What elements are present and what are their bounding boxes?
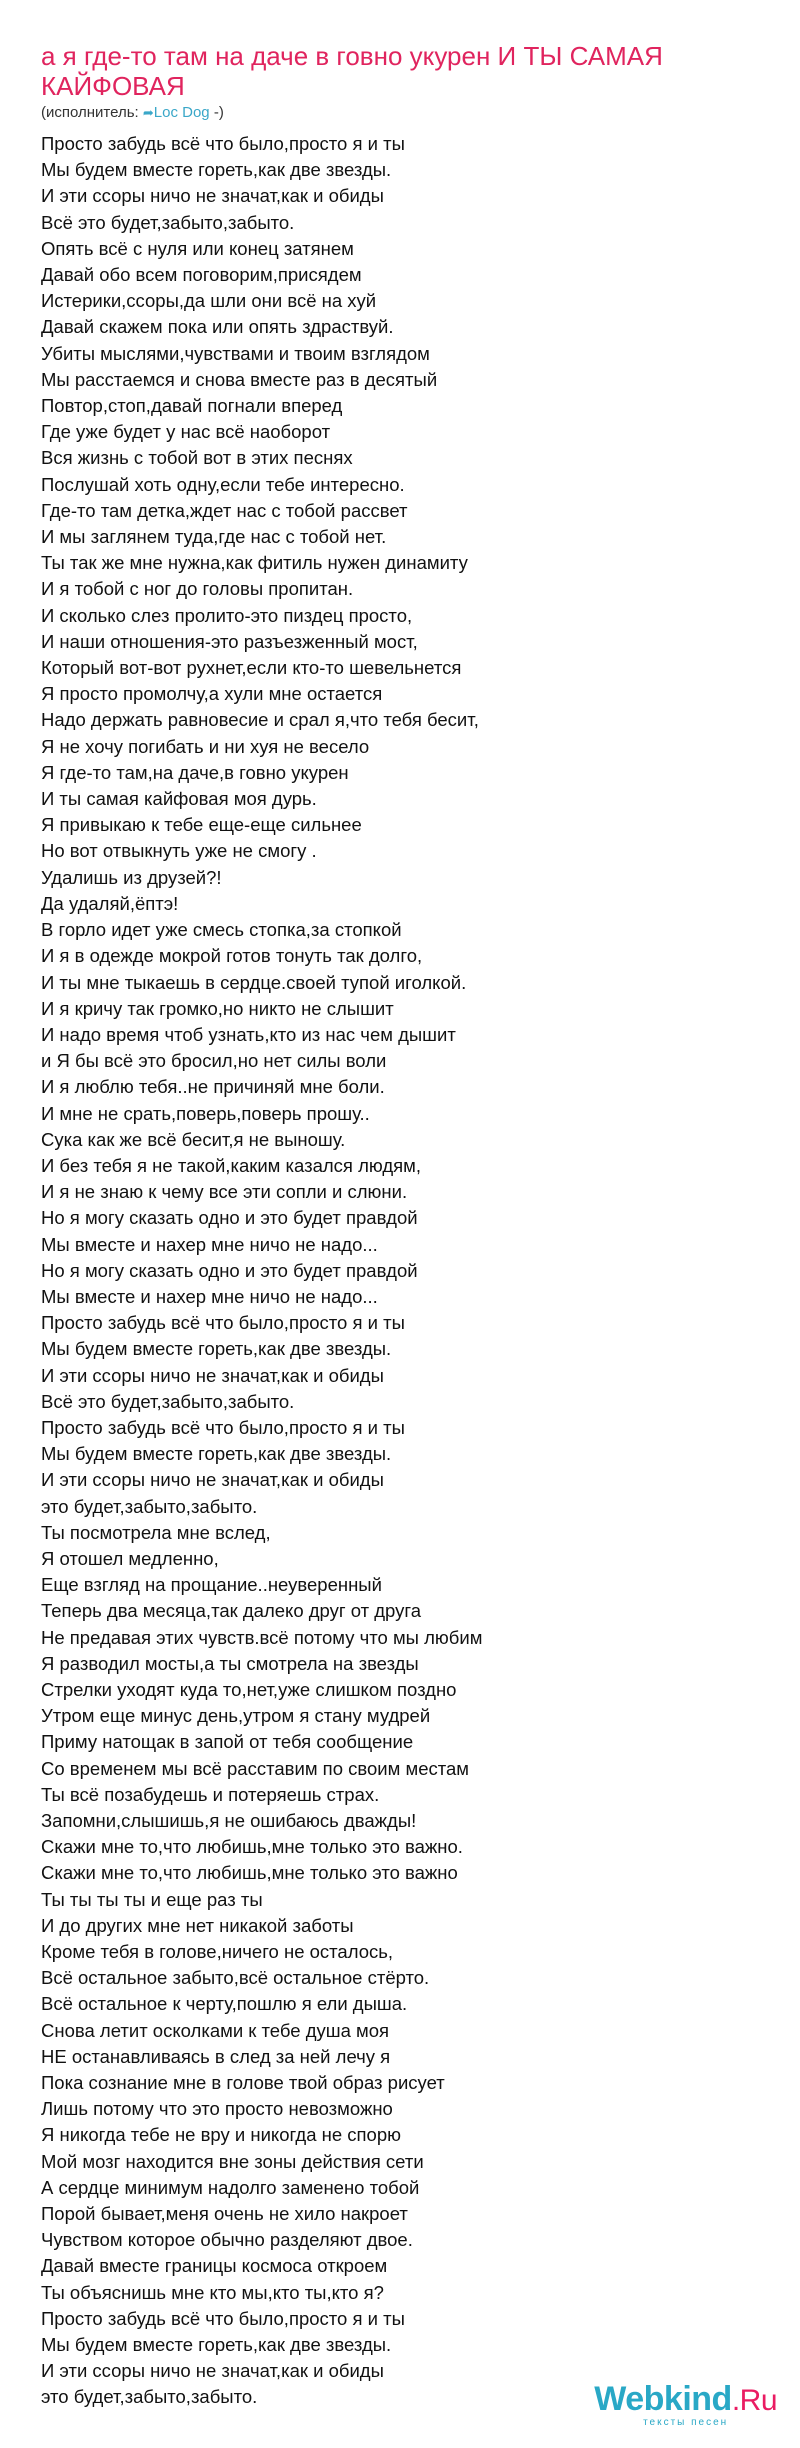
lyric-line: И я в одежде мокрой готов тонуть так долго,: [41, 945, 423, 967]
lyric-line: Сука как же всё бесит,я не выношу.: [41, 1128, 346, 1150]
byline-suffix: -): [209, 104, 224, 121]
lyric-line: Ты объяснишь мне кто мы,кто ты,кто я?: [41, 2281, 384, 2303]
lyric-line: Ты посмотрела мне вслед,: [41, 1521, 271, 1543]
lyric-line: Утром еще минус день,утром я стану мудрей: [41, 1705, 431, 1727]
webkind-logo[interactable]: [594, 2381, 777, 2428]
logo-tagline: тексты песен: [643, 2417, 729, 2428]
lyric-line: И мы заглянем туда,где нас с тобой нет.: [41, 526, 387, 548]
lyric-line: Но я могу сказать одно и это будет правдой: [41, 1259, 418, 1281]
lyric-line: Запомни,слышишь,я не ошибаюсь дважды!: [41, 1810, 417, 1831]
lyric-line: Убиты мыслями,чувствами и твоим взглядом: [41, 342, 430, 364]
lyric-line: Всё это будет,забыто,забыто.: [41, 211, 295, 233]
lyric-line: Который вот-вот рухнет,если кто-то шевельнется: [41, 657, 462, 679]
lyric-line: И я кричу так громко,но никто не слышит: [41, 997, 394, 1019]
lyric-line: Я разводил мосты,а ты смотрела на звезды: [41, 1652, 419, 1674]
lyric-line: И эти ссоры ничо не значат,как и обиды: [41, 2360, 384, 2382]
lyric-line: Я отошел медленно,: [41, 1547, 219, 1569]
lyric-line: Мы будем вместе гореть,как две звезды.: [41, 2334, 392, 2356]
lyric-line: И ты самая кайфовая моя дурь.: [41, 788, 317, 810]
byline-prefix: (исполнитель:: [41, 104, 143, 121]
lyric-line: Удалишь из друзей?!: [41, 866, 222, 888]
lyric-line: И я не знаю к чему все эти сопли и слюни.: [41, 1181, 408, 1203]
lyric-line: Еще взгляд на прощание..неуверенный: [41, 1574, 382, 1596]
lyric-line: Чувством которое обычно разделяют двое.: [41, 2229, 413, 2251]
lyrics-text: [41, 131, 761, 2411]
lyric-line: Повтор,стоп,давай погнали вперед: [41, 395, 343, 417]
lyric-line: Мы будем вместе гореть,как две звезды.: [41, 1443, 392, 1465]
lyric-line: Ты так же мне нужна,как фитиль нужен динамиту: [41, 552, 468, 574]
lyric-line: Вся жизнь с тобой вот в этих песнях: [41, 447, 353, 469]
lyric-line: НЕ останавливаясь в след за ней лечу я: [41, 2045, 391, 2067]
lyric-line: Приму натощак в запой от тебя сообщение: [41, 1731, 414, 1753]
lyric-line: И наши отношения-это разъезженный мост,: [41, 630, 418, 652]
lyric-line: Я просто промолчу,а хули мне остается: [41, 683, 383, 705]
lyric-line: Скажи мне то,что любишь,мне только это важно: [41, 1862, 458, 1884]
lyric-line: Просто забудь всё что было,просто я и ты: [41, 133, 405, 154]
logo-wordmark: Webkind.Ru: [594, 2380, 777, 2418]
lyric-line: Опять всё с нуля или конец затянем: [41, 237, 354, 259]
lyric-line: Всё остальное забыто,всё остальное стёрто.: [41, 1967, 430, 1989]
lyric-line: Но я могу сказать одно и это будет правдой: [41, 1207, 418, 1229]
lyric-line: Мой мозг находится вне зоны действия сети: [41, 2150, 424, 2172]
lyric-line: И эти ссоры ничо не значат,как и обиды: [41, 1364, 384, 1386]
lyric-line: Просто забудь всё что было,просто я и ты: [41, 2307, 405, 2329]
lyric-line: Я где-то там,на даче,в говно укурен: [41, 761, 349, 783]
lyric-line: Лишь потому что это просто невозможно: [41, 2098, 393, 2120]
lyric-line: Я привыкаю к тебе еще-еще сильнее: [41, 814, 362, 836]
lyric-line: Давай скажем пока или опять здраствуй.: [41, 316, 394, 338]
lyric-line: Послушай хоть одну,если тебе интересно.: [41, 473, 405, 495]
lyric-line: И надо время чтоб узнать,кто из нас чем дышит: [41, 1023, 456, 1045]
lyric-line: Надо держать равновесие и срал я,что тебя бесит,: [41, 709, 479, 731]
lyric-line: Я никогда тебе не вру и никогда не спорю: [41, 2124, 402, 2146]
lyric-line: Скажи мне то,что любишь,мне только это важно.: [41, 1836, 463, 1858]
lyric-line: И я тобой с ног до головы пропитан.: [41, 578, 354, 600]
lyric-line: Мы вместе и нахер мне ничо не надо...: [41, 1285, 378, 1307]
lyric-line: Порой бывает,меня очень не хило накроет: [41, 2203, 408, 2225]
lyric-line: Стрелки уходят куда то,нет,уже слишком поздно: [41, 1678, 457, 1700]
lyric-line: Я не хочу погибать и ни хуя не весело: [41, 735, 370, 757]
lyric-line: Давай вместе границы космоса откроем: [41, 2255, 388, 2277]
lyric-line: И сколько слез пролито-это пиздец просто,: [41, 604, 413, 626]
lyric-line: Просто забудь всё что было,просто я и ты: [41, 1416, 405, 1438]
lyric-line: Но вот отвыкнуть уже не смогу .: [41, 840, 317, 862]
lyric-line: Да удаляй,ёптэ!: [41, 892, 179, 914]
lyric-line: И я люблю тебя..не причиняй мне боли.: [41, 1076, 385, 1098]
lyric-line: Мы расстаемся и снова вместе раз в десятый: [41, 368, 438, 390]
page-title: а я где-то там на даче в говно укурен И ТЫ САМАЯ КАЙФОВАЯ: [41, 41, 663, 101]
lyric-line: И эти ссоры ничо не значат,как и обиды: [41, 185, 384, 207]
lyric-line: это будет,забыто,забыто.: [41, 1495, 258, 1517]
lyric-line: это будет,забыто,забыто.: [41, 2386, 258, 2408]
lyric-line: И до других мне нет никакой заботы: [41, 1914, 354, 1936]
artist-byline: [41, 104, 224, 122]
lyric-line: И мне не срать,поверь,поверь прошу..: [41, 1102, 370, 1124]
lyric-line: Теперь два месяца,так далеко друг от друга: [41, 1600, 422, 1622]
lyric-line: Где-то там детка,ждет нас с тобой рассвет: [41, 499, 408, 521]
lyric-line: и Я бы всё это бросил,но нет силы воли: [41, 1050, 387, 1072]
lyric-line: Мы вместе и нахер мне ничо не надо...: [41, 1233, 378, 1255]
lyric-line: Кроме тебя в голове,ничего не осталось,: [41, 1941, 394, 1963]
lyric-line: В горло идет уже смесь стопка,за стопкой: [41, 919, 402, 941]
lyric-line: Просто забудь всё что было,просто я и ты: [41, 1312, 405, 1334]
lyric-line: Ты ты ты ты и еще раз ты: [41, 1888, 263, 1910]
lyric-line: И ты мне тыкаешь в сердце.своей тупой иголкой.: [41, 971, 467, 993]
lyric-line: Ты всё позабудешь и потеряешь страх.: [41, 1783, 380, 1805]
lyric-line: И без тебя я не такой,каким казался людям,: [41, 1154, 422, 1176]
link-arrow-icon: ➦: [142, 105, 154, 120]
lyric-line: Где уже будет у нас всё наоборот: [41, 421, 331, 443]
lyric-line: Со временем мы всё расставим по своим местам: [41, 1757, 470, 1779]
lyric-line: Истерики,ссоры,да шли они всё на хуй: [41, 290, 377, 312]
lyric-line: Всё остальное к черту,пошлю я ели дыша.: [41, 1993, 408, 2015]
lyric-line: Всё это будет,забыто,забыто.: [41, 1390, 295, 1412]
lyric-line: Давай обо всем поговорим,присядем: [41, 264, 362, 286]
artist-link[interactable]: Loc Dog: [153, 104, 210, 121]
lyric-line: Снова летит осколками к тебе душа моя: [41, 2019, 390, 2041]
lyric-line: Не предавая этих чувств.всё потому что мы любим: [41, 1626, 483, 1648]
lyric-line: И эти ссоры ничо не значат,как и обиды: [41, 1469, 384, 1491]
lyric-line: Пока сознание мне в голове твой образ рисует: [41, 2072, 445, 2094]
lyric-line: А сердце минимум надолго заменено тобой: [41, 2176, 420, 2198]
lyric-line: Мы будем вместе гореть,как две звезды.: [41, 1338, 392, 1360]
lyric-line: Мы будем вместе гореть,как две звезды.: [41, 159, 392, 181]
